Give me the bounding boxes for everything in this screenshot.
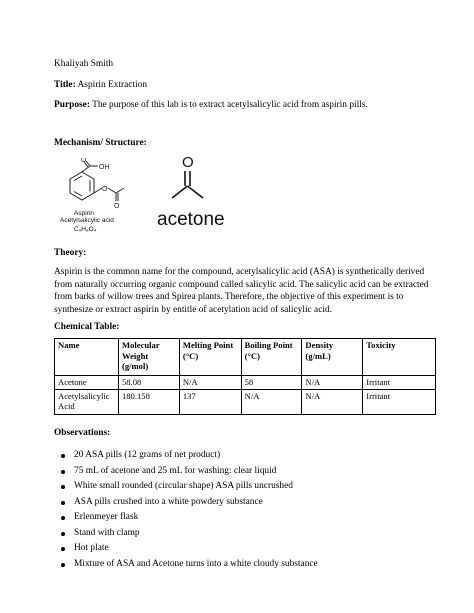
table-cell: 58 <box>241 376 302 390</box>
aspirin-oh-label: OH <box>99 164 110 171</box>
bullet-icon <box>61 516 65 520</box>
theory-heading: Theory: <box>54 248 87 258</box>
observations-list <box>58 448 318 572</box>
list-item: 20 ASA pills (12 grams of net product) <box>58 448 318 464</box>
aspirin-ester-carbonyl-o: O <box>114 203 120 210</box>
aspirin-formula: C₉H₈O₄ <box>74 226 97 233</box>
list-item: 75 mL of acetone and 25 mL for washing: clear liquid <box>58 464 318 480</box>
table-cell: 58.08 <box>118 376 179 390</box>
bullet-icon <box>61 563 65 567</box>
theory-body: Aspirin is the common name for the compound, acetylsalicylic acid (ASA) is synthetically derived from naturally occurring organic compound called salicylic acid. The salicylic acid can be extracted from barks of willow trees and Spirea plants. Therefore, the objective of this experiment is to synthesize or extract aspirin by entitle of acetylation acid of salicylic acid. <box>54 267 429 315</box>
list-item: Hot plate <box>58 541 318 557</box>
bullet-icon <box>61 485 65 489</box>
list-item: White small rounded (circular shape) ASA pills uncrushed <box>58 479 318 495</box>
observations-heading: Observations: <box>54 428 111 438</box>
table-row <box>55 389 436 414</box>
table-cell: N/A <box>241 389 302 414</box>
bullet-icon <box>61 501 65 505</box>
table-cell: 137 <box>179 389 241 414</box>
bullet-icon <box>61 454 65 458</box>
title-line <box>54 79 147 92</box>
column-header: Toxicity <box>363 339 436 376</box>
list-item: Mixture of ASA and Acetone turns into a white cloudy substance <box>58 557 318 573</box>
column-header: Density (g/mL) <box>302 339 363 376</box>
column-header: Boiling Point (°C) <box>241 339 302 376</box>
table-cell: N/A <box>302 389 363 414</box>
list-item: Erlenmeyer flask <box>58 510 318 526</box>
purpose-line <box>54 99 368 112</box>
mechanism-heading: Mechanism/ Structure: <box>54 138 147 148</box>
aspirin-subname: Acetylsalicylic acid <box>60 217 114 224</box>
chemical-table-heading: Chemical Table: <box>54 322 120 332</box>
table-cell: 180.158 <box>118 389 179 414</box>
table-cell: N/A <box>179 376 241 390</box>
author-name: Khaliyah Smith <box>54 59 114 69</box>
list-item: ASA pills crushed into a white powdery substance <box>58 495 318 511</box>
aspirin-ester-o: O <box>102 186 108 193</box>
acetone-structure-diagram <box>160 152 220 206</box>
acetone-name: acetone <box>157 209 225 230</box>
purpose-text: The purpose of this lab is to extract acetylsalicylic acid from aspirin pills. <box>89 100 368 110</box>
table-cell: Acetone <box>55 376 119 390</box>
table-cell: Irritant <box>363 389 436 414</box>
bullet-icon <box>61 547 65 551</box>
table-cell: N/A <box>302 376 363 390</box>
table-header-row <box>55 339 436 376</box>
title-label: Title: <box>54 80 76 90</box>
list-item: Stand with clamp <box>58 526 318 542</box>
title-text: Aspirin Extraction <box>75 80 148 90</box>
acetone-oxygen-label: O <box>182 154 194 171</box>
column-header: Name <box>55 339 119 376</box>
bullet-icon <box>61 532 65 536</box>
column-header: Molecular Weight (g/mol) <box>118 339 179 376</box>
purpose-label: Purpose: <box>54 100 90 110</box>
bullet-icon <box>61 470 65 474</box>
chemical-table <box>54 338 436 415</box>
table-cell: Irritant <box>363 376 436 390</box>
aspirin-name: Aspirin <box>74 210 94 217</box>
table-row <box>55 376 436 390</box>
column-header: Melting Point (°C) <box>179 339 241 376</box>
aspirin-carbonyl-o: O <box>81 158 87 164</box>
table-cell: Acetylsalicylic Acid <box>55 389 119 414</box>
